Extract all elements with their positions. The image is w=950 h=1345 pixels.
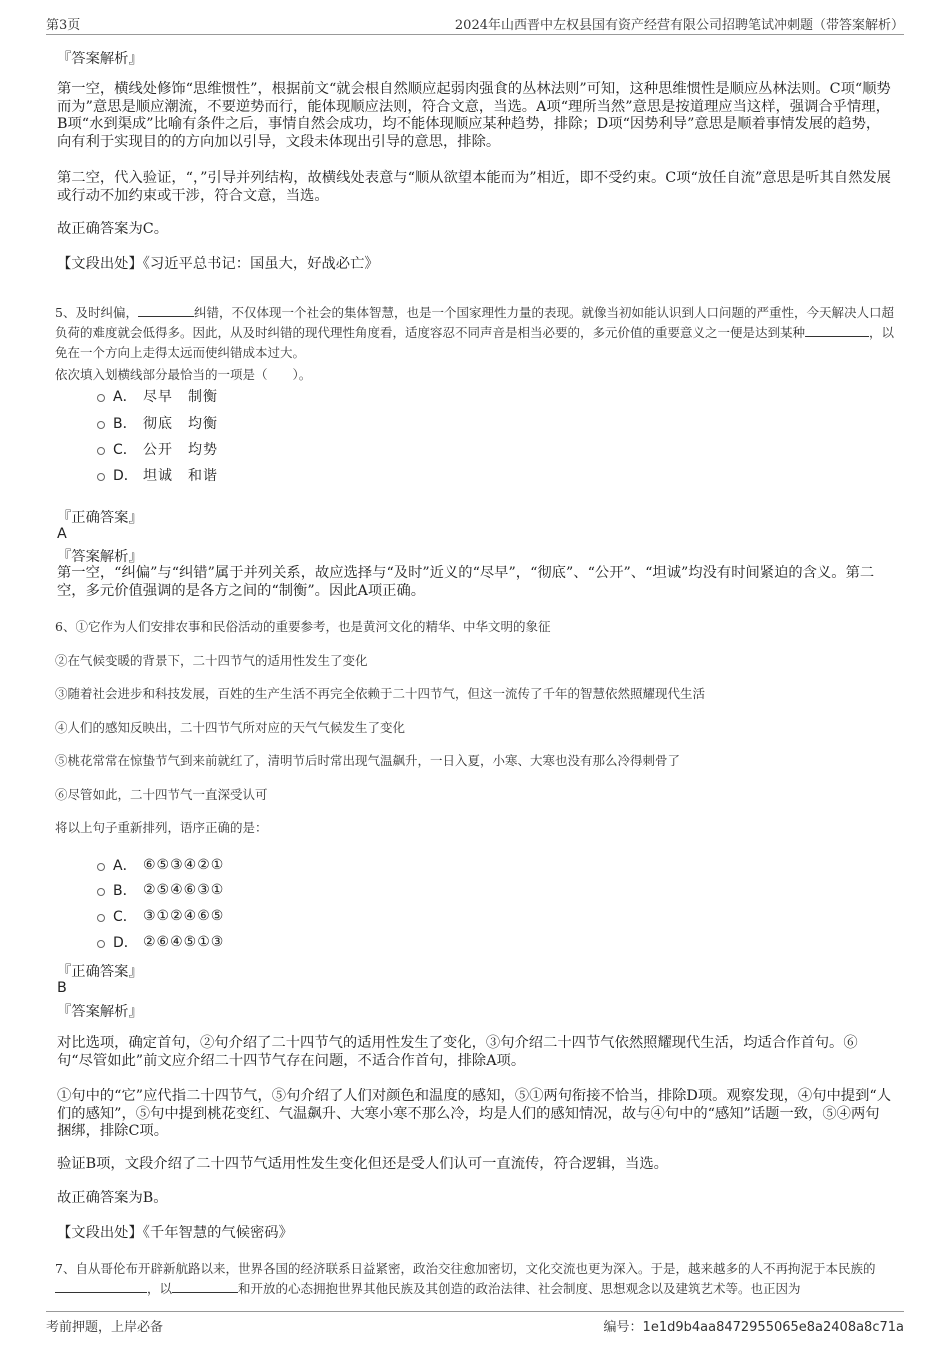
q5-correct-label: 『正确答案』 [57, 510, 143, 526]
q5-option-a[interactable]: A． 尽早 制衡 [97, 386, 218, 406]
footer-document-id: 编号：1e1d9b4aa8472955065e8a2408a8c71a [603, 1320, 904, 1335]
q5-blank-1 [138, 304, 194, 317]
q6-analysis-p2: ①句中的“它”应代指二十四节气，⑤句介绍了人们对颜色和温度的感知，⑤①两句衔接不恰当，排除D项。观察发现，④句中提到“人们的感知”，⑤句中提到桃花变红、气温飙升、大寒小寒不那么冷，均是人们的感知情况，故与④句中的“感知”话题一致，⑤④两句捆绑，排除C项。 [57, 1088, 892, 1139]
q6-sentence-4: ④人们的感知反映出，二十四节气所对应的天气气候发生了变化 [55, 720, 406, 735]
q6-analysis-p1: 对比选项，确定首句，②句介绍了二十四节气的适用性发生了变化，③句介绍二十四节气依然照耀现代生活，均适合作首句。⑥句“尽管如此”前文应介绍二十四节气存在问题，不适合作首句，排除A项。 [57, 1035, 858, 1069]
radio-icon[interactable] [97, 940, 105, 948]
q6-option-d[interactable]: D． ②⑥④⑤①③ [97, 932, 224, 952]
page-footer [46, 1311, 904, 1334]
q6-sentence-5: ⑤桃花常常在惊蛰节气到来前就红了，清明节后时常出现气温飙升，一日入夏，小寒、大寒也没有那么冷得刺骨了 [55, 753, 681, 768]
q7-stem: 7、自从哥伦布开辟新航路以来，世界各国的经济联系日益紧密，政治交往愈加密切，文化交流也更为深入。于是，越来越多的人不再拘泥于本民族的，以 和开放的心态拥抱世界其他民族及其创造的政治法律、社会制度、思想观念以及建筑艺术等。也正因为 [55, 1261, 876, 1296]
radio-icon[interactable] [97, 863, 105, 871]
page-number: 第3页 [46, 18, 81, 33]
q4-analysis-p2: 第二空，代入验证，“，”引导并列结构，故横线处表意与“顺从欲望本能而为”相近，即不受约束。C项“放任自流”意思是听其自然发展或行动不加约束或干涉，符合文意，当选。 [57, 170, 891, 204]
page-header [46, 12, 904, 35]
q6-sentence-2: ②在气候变暖的背景下，二十四节气的适用性发生了变化 [55, 653, 368, 668]
q6-source: 【文段出处】《千年智慧的气候密码》 [57, 1225, 293, 1241]
q5-option-d[interactable]: D． 坦诚 和谐 [97, 465, 218, 485]
q6-prompt: 将以上句子重新排列，语序正确的是： [55, 820, 268, 835]
q6-sentence-1: 6、①它作为人们安排农事和民俗活动的重要参考，也是黄河文化的精华、中华文明的象征 [55, 619, 551, 634]
q6-correct-label: 『正确答案』 [57, 964, 143, 980]
q6-sentence-3: ③随着社会进步和科技发展，百姓的生产生活不再完全依赖于二十四节气，但这一流传了千年的智慧依然照耀现代生活 [55, 686, 706, 701]
q6-analysis-p3: 验证B项，文段介绍了二十四节气适用性发生变化但还是受人们认可一直流传，符合逻辑，当选。 [57, 1156, 668, 1172]
q5-option-c[interactable]: C． 公开 均势 [97, 439, 218, 459]
radio-icon[interactable] [97, 473, 105, 481]
document-title: 2024年山西晋中左权县国有资产经营有限公司招聘笔试冲刺题（带答案解析） [454, 18, 904, 33]
q6-analysis-label: 『答案解析』 [57, 1004, 143, 1020]
q4-source: 【文段出处】《习近平总书记：国虽大，好战必亡》 [57, 256, 379, 272]
q6-option-b[interactable]: B． ②⑤④⑥③① [97, 880, 224, 900]
q6-option-a[interactable]: A． ⑥⑤③④②① [97, 855, 224, 875]
radio-icon[interactable] [97, 447, 105, 455]
q7-blank-2 [172, 1280, 238, 1293]
q6-conclusion: 故正确答案为B。 [57, 1190, 168, 1206]
radio-icon[interactable] [97, 888, 105, 896]
footer-slogan: 考前押题，上岸必备 [46, 1320, 164, 1335]
q5-option-b[interactable]: B． 彻底 均衡 [97, 413, 218, 433]
q4-analysis-p1: 第一空，横线处修饰“思维惯性”，根据前文“就会根自然顺应起弱肉强食的丛林法则”可知，这种思维惯性是顺应丛林法则。C项“顺势而为”意思是顺应潮流，不要逆势而行，能体现顺应法则，符合文意，当选。A项“理所当然”意思是按道理应当这样，强调合乎情理，B项“水到渠成”比喻有条件之后，事情自然会成功，均不能体现顺应某种趋势，排除；D项“因势利导”意思是顺着事情发展的趋势，向有利于实现目的的方向加以引导，文段未体现出引导的意思，排除。 [57, 81, 891, 150]
radio-icon[interactable] [97, 394, 105, 402]
q4-conclusion: 故正确答案为C。 [57, 221, 169, 237]
q5-analysis: 第一空，“纠偏”与“纠错”属于并列关系，故应选择与“及时”近义的“尽早”，“彻底”、“公开”、“坦诚”均没有时间紧迫的含义。第二空，多元价值强调的是各方之间的“制衡”。因此A项正确。 [57, 565, 875, 599]
q7-blank-1 [55, 1280, 147, 1293]
q6-correct-answer: B [57, 980, 67, 996]
q6-sentence-6: ⑥尽管如此，二十四节气一直深受认可 [55, 787, 268, 802]
q5-prompt: 依次填入划横线部分最恰当的一项是（ ）。 [55, 367, 312, 382]
q5-correct-answer: A [57, 526, 67, 542]
radio-icon[interactable] [97, 914, 105, 922]
q5-stem: 5、及时纠偏， 纠错，不仅体现一个社会的集体智慧，也是一个国家理性力量的表现。就像当初如能认识到人口问题的严重性，今天解决人口超负荷的难度就会低得多。因此，从及时纠错的现代理性角度看，适度容忍不同声音是相当必要的，多元价值的重要意义之一便是达到某种 ，以免在一个方向上走得太远而使纠错成本过大。 [55, 305, 895, 360]
q5-blank-2 [805, 324, 869, 337]
radio-icon[interactable] [97, 421, 105, 429]
q4-analysis-label: 『答案解析』 [57, 51, 143, 67]
q5-analysis-label: 『答案解析』 [57, 549, 143, 565]
q6-option-c[interactable]: C． ③①②④⑥⑤ [97, 906, 224, 926]
